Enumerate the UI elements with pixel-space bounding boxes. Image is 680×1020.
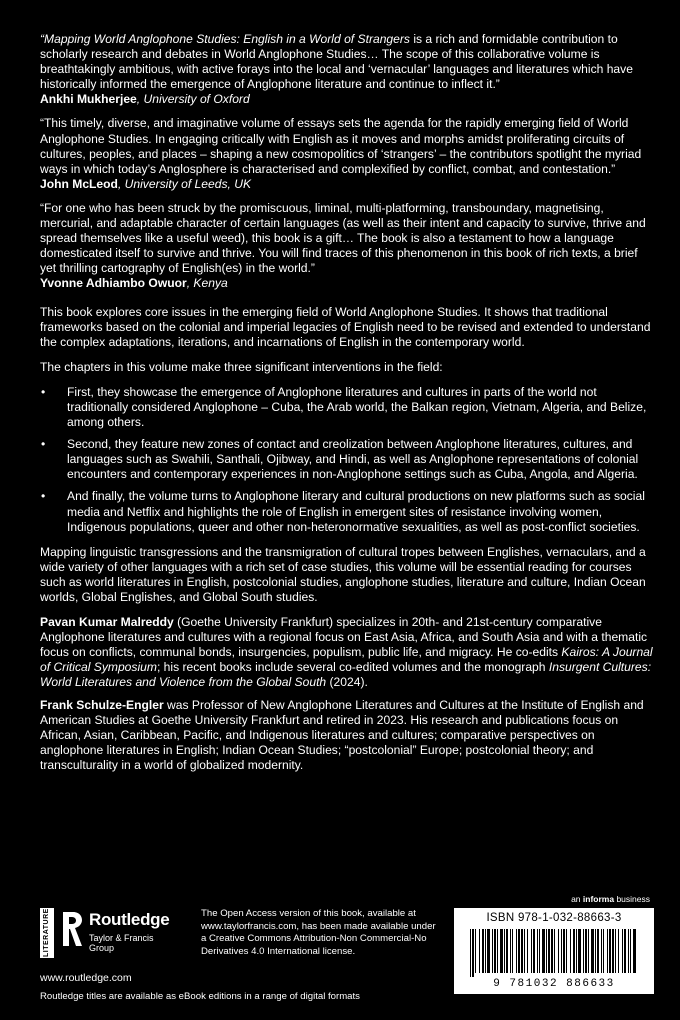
isbn-label: ISBN 978-1-032-88663-3 (486, 912, 622, 924)
routledge-r-icon (60, 910, 84, 948)
editor-bio-2: Frank Schulze-Engler was Professor of New Anglophone Literatures and Cultures at the Institute of English and American Studies at Goethe University Frankfurt and retired in 2023. His research and publications focus on African, Asian, Caribbean, Pacific, and Indigenous literatures and cultures; comparative perspectives on anglophone literatures in English; Indian Ocean Studies; “postcolonial” Europe; postcolonial theory; and transculturality in a world of globalized modernity. (40, 697, 644, 772)
isbn-barcode (454, 908, 654, 994)
endorser-name: Ankhi Mukherjee (40, 92, 137, 107)
back-cover-text (40, 32, 654, 780)
endorsement-text: “For one who has been struck by the promiscuous, liminal, multi-platforming, transboundary, magnetising, mercurial, and adaptable character of certain languages (as well as their intent and capacity to survive, thrive and spread themselves like a useful weed), this book is a gift… The book is also a testament to how a language domesticated itself to survive and thrive. You will find traces of this phenomenon in this book of rich texts, a brief yet thrilling cartography of English(es) in the world.” (40, 200, 646, 276)
description-closing: Mapping linguistic transgressions and the transmigration of cultural tropes between Englishes, vernaculars, and a wide variety of other languages with a rich set of case studies, this volume will be essential reading for courses such as world literatures in English, postcolonial studies, anglophone studies, literature and culture, Indian Ocean worlds, Global Englishes, and Global South studies. (40, 544, 646, 604)
monograph-title: Insurgent Cultures: World Literatures and Violence from the Global South (40, 660, 652, 690)
publisher-name: Routledge (89, 910, 170, 929)
journal-title: Kairos: A Journal of Critical Symposium (40, 645, 653, 675)
endorsement-text: is a rich and formidable contribution to scholarly research and debates in World Anglophone Studies… The scope of this collaborative volume is breathtakingly ambitious, with active forays into the local and ‘vernacular’ languages and literatures which have historically informed the emergence of Anglophone literature and continue to inflect it.” (40, 32, 633, 92)
endorsement-2 (40, 116, 654, 191)
informa-tagline: an informa business (571, 894, 650, 904)
endorser-affiliation: , University of Oxford (136, 92, 250, 107)
editor-name: Pavan Kumar Malreddy (40, 615, 174, 630)
endorser-affiliation: , Kenya (186, 276, 228, 291)
cover-footer (40, 894, 654, 1010)
endorsement-text: “This timely, diverse, and imaginative volume of essays sets the agenda for the rapidly emerging field of World Anglophone Studies. In engaging critically with English as it moves and morphs amidst proliferating circuits of cultures, peoples, and places – shaping a new cosmopolitics of ‘strangers’ – the contributors spotlight the myriad ways in which today’s Anglosphere is characterised and complexified by conflict, combat, and contestation.” (40, 116, 642, 176)
barcode-digits: 9 781032 886633 (493, 978, 615, 990)
description-intro: This book explores core issues in the emerging field of World Anglophone Studies. It shows that traditional frameworks based on the colonial and imperial legacies of English need to be revised and extended to understand the complex adaptations, iterations, and incarnations of English in the contemporary world. (40, 304, 651, 349)
routledge-logo (40, 908, 180, 960)
interventions-list (40, 385, 654, 535)
series-label: LITERATURE (40, 908, 54, 958)
endorsement-1 (40, 32, 654, 107)
barcode-icon (468, 929, 640, 977)
endorsement-3 (40, 201, 654, 292)
ebook-note: Routledge titles are available as eBook editions in a range of digital formats (40, 991, 360, 1002)
list-item: • Second, they feature new zones of contact and creolization between Anglophone literatures, cultures, and languages such as Swahili, Santhali, Ojibway, and Hindi, as well as Anglophone representations of colonial encounters and contemporary experiences in non-Anglophone settings such as Cuba, Angola, and Algeria. (40, 437, 654, 482)
editor-name: Frank Schulze-Engler (40, 697, 164, 712)
editor-bio-1: Pavan Kumar Malreddy (Goethe University Frankfurt) specializes in 20th- and 21st-century comparative Anglophone literatures and cultures with a regional focus on East Asia, Africa, and South Asia and with a thematic focus on conflicts, communal bonds, insurgencies, populism, public life, and migracy. He co-edits Kairos: A Journal of Critical Symposium; his recent books include several co-edited volumes and the monograph Insurgent Cultures: World Literatures and Violence from the Global South (2024). (40, 615, 653, 690)
endorser-affiliation: , University of Leeds, UK (117, 176, 252, 191)
publisher-group: Taylor & Francis Group (89, 933, 154, 953)
book-title: “Mapping World Anglophone Studies: English in a World of Strangers (40, 32, 410, 46)
endorser-name: Yvonne Adhiambo Owuor (40, 276, 187, 291)
list-item: • And finally, the volume turns to Anglophone literary and cultural productions on new platforms such as social media and Netflix and highlights the role of English in emergent sites of resistance involving women, Indigenous populations, queer and other non-heteronormative sexualities, as well as post-conflict societies. (40, 489, 654, 534)
open-access-notice: The Open Access version of this book, available at www.taylorfrancis.com, has been made available under a Creative Commons Attribution-Non Commercial-No Derivatives 4.0 International license. (201, 908, 436, 957)
list-item: • First, they showcase the emergence of Anglophone literatures and cultures in parts of the world not traditionally considered Anglophone – Cuba, the Arab world, the Balkan region, Vietnam, Algeria, and Belize, among others. (40, 385, 654, 430)
description-lead: The chapters in this volume make three significant interventions in the field: (40, 359, 443, 374)
endorser-name: John McLeod (40, 176, 118, 191)
publisher-website: www.routledge.com (40, 972, 132, 984)
